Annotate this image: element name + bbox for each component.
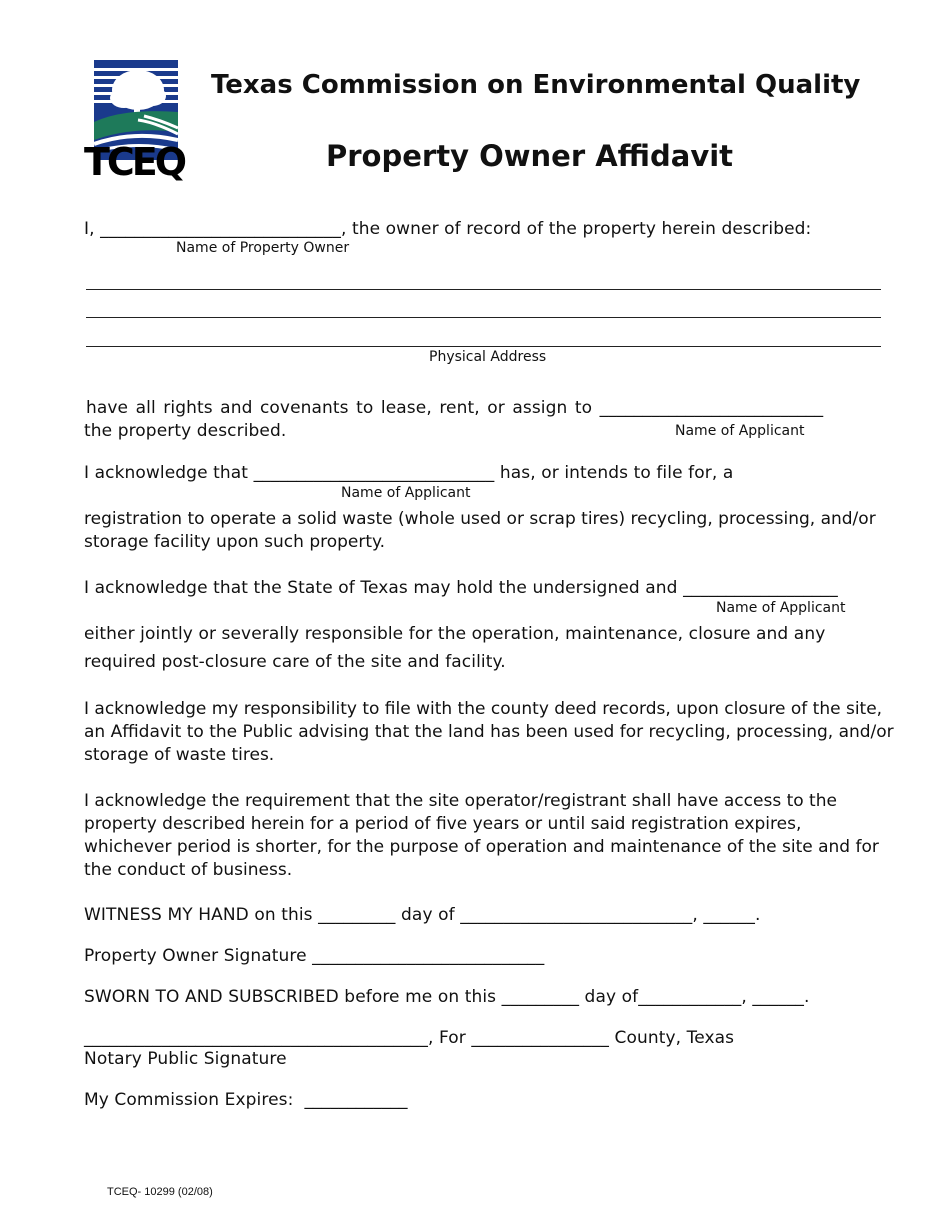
org-name: Texas Commission on Environmental Quality [211, 70, 861, 100]
page-title: Property Owner Affidavit [326, 139, 734, 173]
owner-suffix: , the owner of record of the property herein described: [340, 219, 812, 239]
ack2-line-2: either jointly or severally responsible for the operation, maintenance, closure and any [84, 624, 826, 644]
ack1-applicant-blank[interactable]: ____________________________ [253, 463, 495, 483]
ack2-applicant-blank[interactable]: __________________ [683, 578, 838, 598]
form-number: TCEQ- 10299 (02/08) [107, 1186, 213, 1198]
ack1-line [84, 463, 733, 483]
ack3-paragraph: I acknowledge my responsibility to file with the county deed records, upon closure of the site, an Affidavit to the Public advising that the land has been used for recycling, processing, and/or storage of waste tires. [84, 699, 894, 765]
commission-expires-line[interactable]: My Commission Expires: ____________ [84, 1090, 408, 1110]
rights-applicant-caption: Name of Applicant [675, 423, 805, 439]
address-caption: Physical Address [429, 349, 547, 365]
ack4-paragraph: I acknowledge the requirement that the site operator/registrant shall have access to the property described herein for a period of five years or until said registration expires, whichever period is shorter, for the purpose of operation and maintenance of the site and for the conduct of business. [84, 791, 879, 880]
ack2-applicant-caption: Name of Applicant [716, 600, 846, 616]
notary-line[interactable]: ________________________________________, For ________________ County, Texas [84, 1028, 735, 1048]
tceq-logo-icon [94, 60, 178, 206]
notary-caption: Notary Public Signature [84, 1049, 287, 1069]
rights-line [86, 398, 823, 418]
owner-name-blank[interactable]: ____________________________ [100, 219, 341, 239]
owner-prefix: I, [84, 219, 101, 239]
owner-name-caption: Name of Property Owner [176, 240, 350, 256]
owner-line [84, 219, 811, 239]
rights-applicant-blank[interactable]: __________________________ [599, 398, 824, 418]
ack1-continuation: registration to operate a solid waste (whole used or scrap tires) recycling, processing, and/or storage facility upon such property. [84, 509, 876, 552]
ack2-prefix: I acknowledge that the State of Texas may hold the undersigned and [84, 578, 684, 598]
address-line-3[interactable] [86, 346, 881, 347]
address-line-1[interactable] [86, 289, 881, 290]
ack1-suffix: has, or intends to file for, a [494, 463, 734, 483]
ack1-prefix: I acknowledge that [84, 463, 254, 483]
logo-text: TCEQ [84, 140, 185, 184]
rights-line-2: the property described. [84, 421, 287, 441]
ack1-applicant-caption: Name of Applicant [341, 485, 471, 501]
rights-text: have all rights and covenants to lease, rent, or assign to [86, 398, 600, 418]
witness-line[interactable]: WITNESS MY HAND on this _________ day of ___________________________, ______. [84, 905, 761, 925]
ack2-line-3: required post-closure care of the site and facility. [84, 652, 506, 672]
address-line-2[interactable] [86, 317, 881, 318]
owner-signature-line[interactable]: Property Owner Signature ___________________________ [84, 946, 545, 966]
sworn-line[interactable]: SWORN TO AND SUBSCRIBED before me on this _________ day of____________, ______. [84, 987, 810, 1007]
ack2-line [84, 578, 838, 598]
